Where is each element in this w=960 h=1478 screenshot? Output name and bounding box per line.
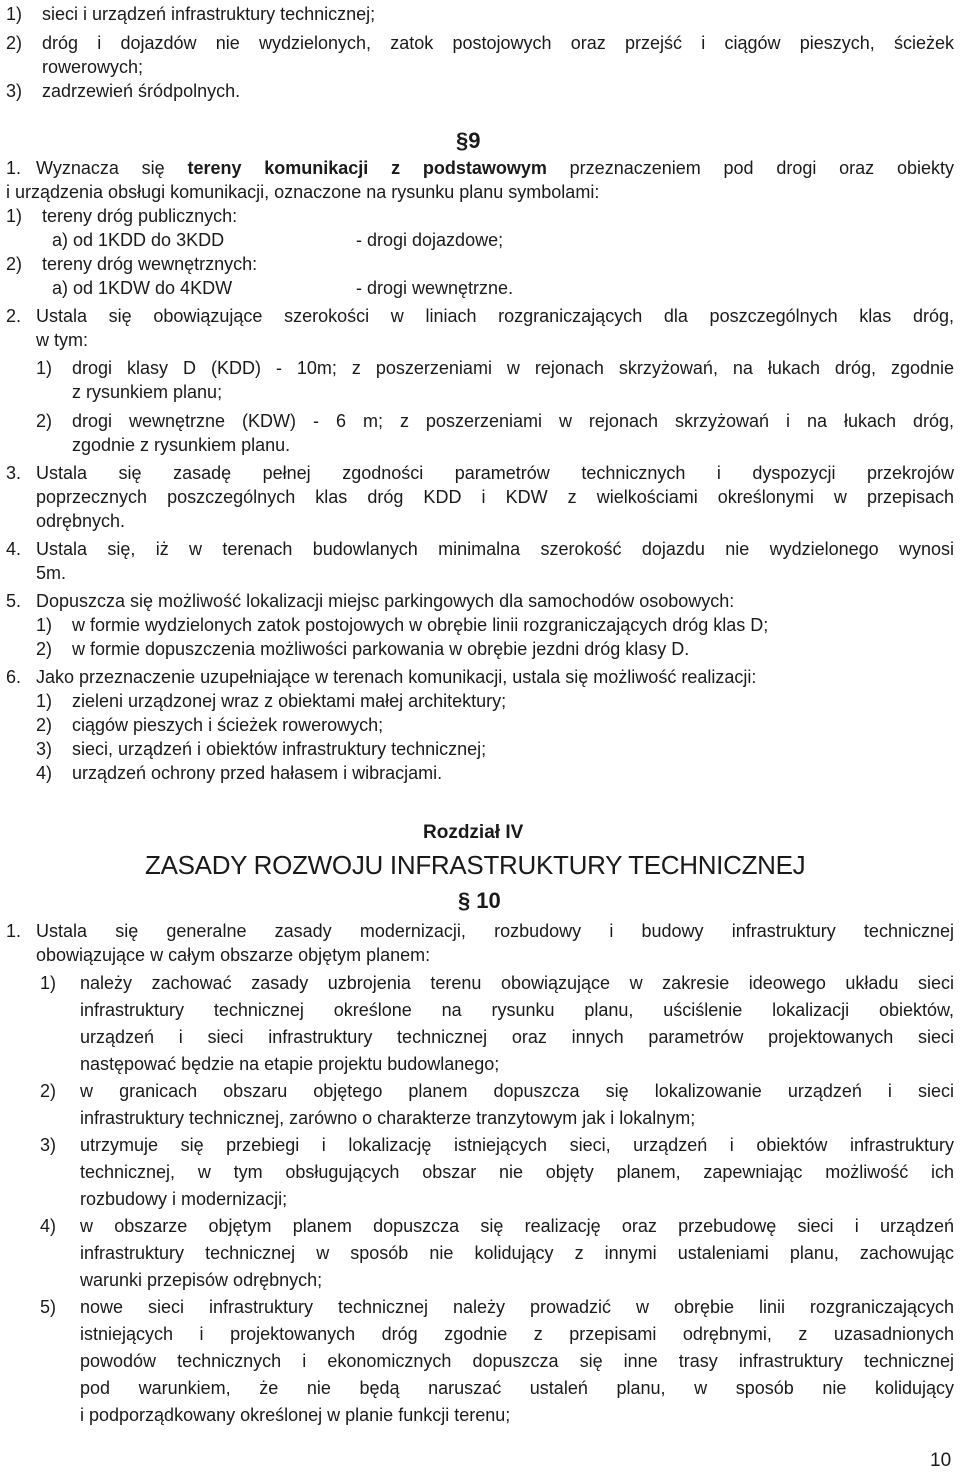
list-item-continuation: z rysunkiem planu; <box>72 382 223 402</box>
road-symbol-range: a) od 1KDD do 3KDD <box>52 230 225 250</box>
list-item-continuation: rowerowych; <box>42 57 144 77</box>
road-description: - drogi dojazdowe; <box>356 230 504 250</box>
list-item-continuation: rozbudowy i modernizacji; <box>80 1189 288 1209</box>
paragraph-text: Ustala się obowiązujące szerokości w liniach rozgraniczających dla poszczególnych klas dróg, <box>36 306 954 326</box>
paragraph-number: 4. <box>6 539 22 559</box>
list-number: 3) <box>6 81 23 101</box>
list-number: 2) <box>6 254 23 274</box>
paragraph-text: Ustala się generalne zasady modernizacji, rozbudowy i budowy infrastruktury technicznej <box>36 921 954 941</box>
paragraph-number: 3. <box>6 463 22 483</box>
section-symbol: § <box>458 888 471 913</box>
list-item-continuation: technicznej, w tym obsługujących obszar nie objęty planem, zapewniając możliwość ich <box>80 1162 954 1182</box>
section-number: 10 <box>476 888 501 913</box>
list-item-continuation: powodów technicznych i ekonomicznych dopuszcza się inne trasy infrastruktury technicznej <box>80 1351 954 1371</box>
list-number: 3) <box>40 1135 57 1155</box>
paragraph-text <box>36 157 954 179</box>
list-item: w granicach obszaru objętego planem dopuszcza się lokalizowanie urządzeń i sieci <box>80 1081 954 1101</box>
list-item: ciągów pieszych i ścieżek rowerowych; <box>72 715 384 735</box>
page-number: 10 <box>930 1450 952 1471</box>
list-item: nowe sieci infrastruktury technicznej należy prowadzić w obrębie linii rozgraniczających <box>80 1297 954 1317</box>
paragraph-number: 2. <box>6 306 22 326</box>
chapter-title: ZASADY ROZWOJU INFRASTRUKTURY TECHNICZNEJ <box>145 850 806 880</box>
list-item-continuation: urządzeń i sieci infrastruktury technicznej oraz innych parametrów projektowanych sieci <box>80 1027 954 1047</box>
section-heading-9 <box>456 130 481 152</box>
list-item: w formie dopuszczenia możliwości parkowania w obrębie jezdni dróg klasy D. <box>72 639 690 659</box>
section-symbol: § <box>456 128 469 153</box>
list-item: w formie wydzielonych zatok postojowych w obrębie linii rozgraniczających dróg klas D; <box>72 615 769 635</box>
list-item: dróg i dojazdów nie wydzielonych, zatok postojowych oraz przejść i ciągów pieszych, ścieżek <box>42 33 954 53</box>
list-item-continuation: istniejących i projektowanych dróg zgodnie z przepisami odrębnymi, z uzasadnionych <box>80 1324 954 1344</box>
paragraph-text: Ustala się zasadę pełnej zgodności parametrów technicznych i dyspozycji przekrojów <box>36 463 954 483</box>
list-item: utrzymuje się przebiegi i lokalizację istniejących sieci, urządzeń i obiektów infrastruktury <box>80 1135 954 1155</box>
list-item: tereny dróg publicznych: <box>42 206 238 226</box>
list-number: 4) <box>40 1216 57 1236</box>
list-number: 2) <box>40 1081 57 1101</box>
list-item: tereny dróg wewnętrznych: <box>42 254 258 274</box>
list-number: 2) <box>36 715 53 735</box>
list-number: 1) <box>6 4 23 24</box>
road-symbol-range: a) od 1KDW do 4KDW <box>52 278 233 298</box>
list-item: urządzeń ochrony przed hałasem i wibracjami. <box>72 763 443 783</box>
list-number: 1) <box>36 691 53 711</box>
section-heading-10 <box>458 890 501 912</box>
paragraph-text: Dopuszcza się możliwość lokalizacji miejsc parkingowych dla samochodów osobowych: <box>36 591 735 611</box>
list-number: 1) <box>36 615 53 635</box>
list-item: drogi wewnętrzne (KDW) - 6 m; z poszerzeniami w rejonach skrzyżowań i na łukach dróg, <box>72 411 954 431</box>
paragraph-text: Jako przeznaczenie uzupełniające w terenach komunikacji, ustala się możliwość realizacji: <box>36 667 757 687</box>
paragraph-text: poprzecznych poszczególnych klas dróg KDD i KDW z wielkościami określonymi w przepisach <box>36 487 954 507</box>
paragraph-text: i urządzenia obsługi komunikacji, oznaczone na rysunku planu symbolami: <box>6 182 600 202</box>
list-item-continuation: infrastruktury technicznej w sposób nie kolidujący z innymi ustaleniami planu, zachowując <box>80 1243 954 1263</box>
list-number: 2) <box>6 33 23 53</box>
paragraph-number: 6. <box>6 667 22 687</box>
list-number: 2) <box>36 411 53 431</box>
list-number: 2) <box>36 639 53 659</box>
list-number: 4) <box>36 763 53 783</box>
list-number: 5) <box>40 1297 57 1317</box>
road-description: - drogi wewnętrzne. <box>356 278 514 298</box>
list-item: zieleni urządzonej wraz z obiektami małej architektury; <box>72 691 507 711</box>
section-number: 9 <box>468 128 481 153</box>
paragraph-text: Ustala się, iż w terenach budowlanych minimalna szerokość dojazdu nie wydzielonego wynosi <box>36 539 954 559</box>
paragraph-text: w tym: <box>36 330 88 350</box>
list-item-continuation: zgodnie z rysunkiem planu. <box>72 435 291 455</box>
list-item: należy zachować zasady uzbrojenia terenu obowiązujące w zakresie ideowego układu sieci <box>80 973 954 993</box>
list-item: sieci i urządzeń infrastruktury technicznej; <box>42 4 376 24</box>
paragraph-number: 5. <box>6 591 22 611</box>
paragraph-text: obowiązujące w całym obszarze objętym planem: <box>36 945 431 965</box>
list-item-continuation: i podporządkowany określonej w planie funkcji terenu; <box>80 1405 511 1425</box>
list-item: sieci, urządzeń i obiektów infrastruktury technicznej; <box>72 739 487 759</box>
paragraph-text: odrębnych. <box>36 511 126 531</box>
list-number: 3) <box>36 739 53 759</box>
list-item-continuation: infrastruktury technicznej określone na rysunku planu, uściślenie lokalizacji obiektów, <box>80 1000 954 1020</box>
list-item-continuation: pod warunkiem, że nie będą naruszać ustaleń planu, w sposób nie kolidujący <box>80 1378 954 1398</box>
list-number: 1) <box>6 206 23 226</box>
list-item-continuation: następować będzie na etapie projektu budowlanego; <box>80 1054 500 1074</box>
list-number: 1) <box>40 973 57 993</box>
paragraph-number: 1. <box>6 921 22 941</box>
paragraph-number: 1. <box>6 158 22 178</box>
list-item: w obszarze objętym planem dopuszcza się realizację oraz przebudowę sieci i urządzeń <box>80 1216 954 1236</box>
list-item: drogi klasy D (KDD) - 10m; z poszerzeniami w rejonach skrzyżowań, na łukach dróg, zgodnie <box>72 358 954 378</box>
chapter-label: Rozdział IV <box>423 822 524 843</box>
bold-text-run: tereny komunikacji z podstawowym <box>187 158 547 178</box>
text-run: przeznaczeniem pod drogi oraz obiekty <box>546 158 954 178</box>
list-number: 1) <box>36 358 53 378</box>
text-run: Wyznacza się <box>36 158 188 178</box>
list-item: zadrzewień śródpolnych. <box>42 81 241 101</box>
list-item-continuation: warunki przepisów odrębnych; <box>80 1270 323 1290</box>
paragraph-text: 5m. <box>36 563 67 583</box>
list-item-continuation: infrastruktury technicznej, zarówno o charakterze tranzytowym jak i lokalnym; <box>80 1108 696 1128</box>
